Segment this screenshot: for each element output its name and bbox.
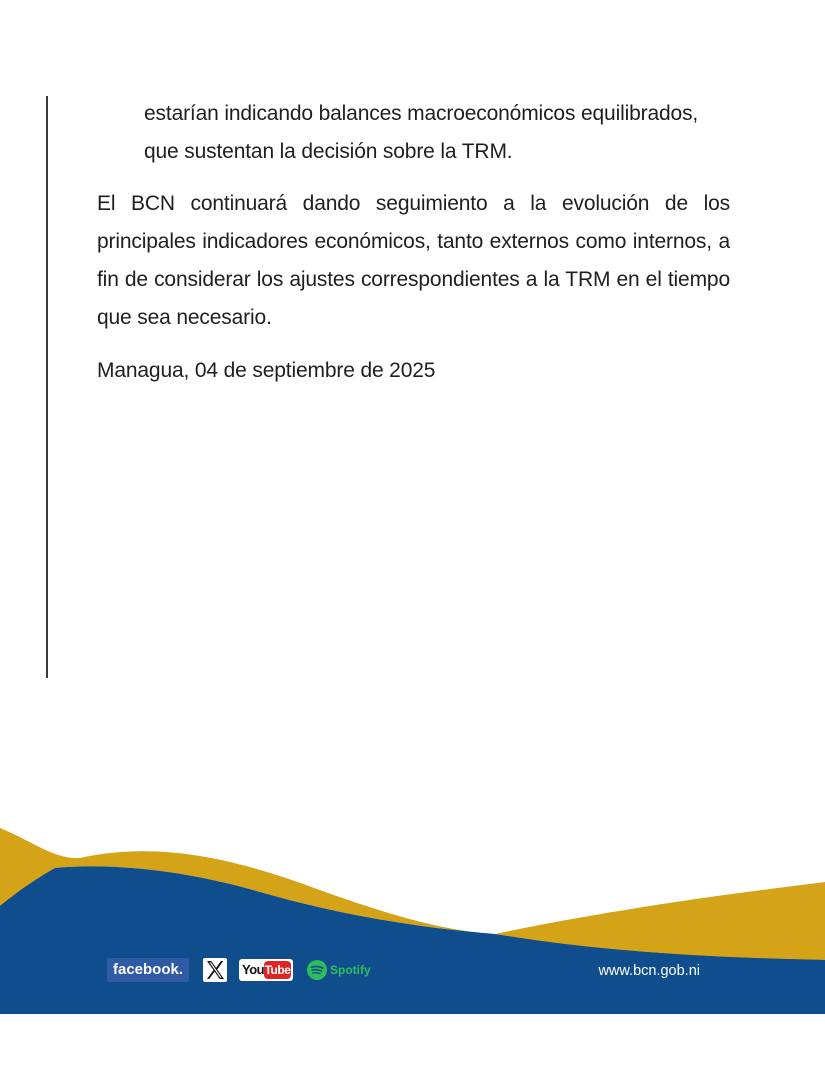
youtube-tube-text: Tube — [264, 963, 291, 977]
youtube-icon[interactable] — [239, 959, 293, 981]
left-margin-rule — [46, 96, 48, 678]
place-and-date — [97, 352, 730, 390]
text-line: estarían indicando balances macroeconómicos equilibrados, — [144, 102, 699, 125]
continued-list-item — [144, 95, 734, 171]
x-logo-glyph — [203, 958, 227, 982]
body-paragraph — [97, 185, 730, 337]
text-line: que sustentan la decisión sobre la TRM. — [144, 140, 513, 163]
social-bar — [0, 955, 825, 987]
spotify-icon — [306, 959, 328, 981]
facebook-icon[interactable] — [107, 958, 189, 982]
spotify-label: Spotify — [330, 963, 371, 977]
x-icon[interactable] — [203, 958, 227, 982]
place-date-text: Managua, 04 de septiembre de 2025 — [97, 359, 436, 382]
spotify-link[interactable] — [306, 958, 376, 982]
paragraph-text: El BCN continuará dando seguimiento a la evolución de los principales indicadores económicos, tanto externos como internos, a fin de considerar los ajustes correspondientes a la TRM en el tiempo que sea necesario. — [97, 192, 730, 329]
facebook-label: facebook. — [112, 961, 184, 978]
youtube-you-text: You — [242, 962, 265, 977]
website-link[interactable]: www.bcn.gob.ni — [598, 963, 700, 979]
